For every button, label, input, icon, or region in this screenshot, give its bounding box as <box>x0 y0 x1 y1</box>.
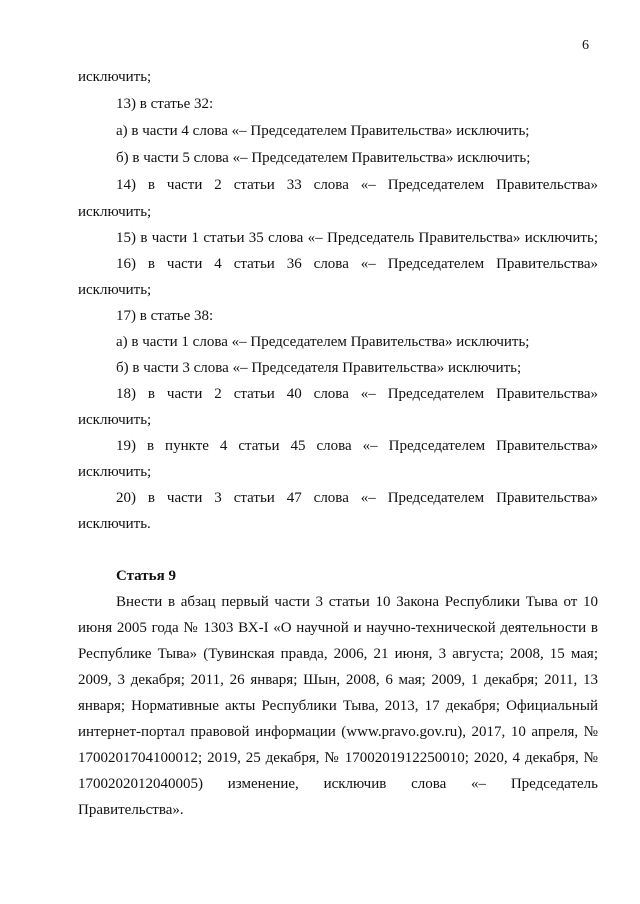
list-item: 18) в части 2 статьи 40 слова «– Председателем Правительства» <box>116 386 598 402</box>
paragraph-line: 2009, 3 декабря; 2011, 26 января; Шын, 2008, 6 мая; 2009, 1 декабря; 2011, 13 <box>78 672 598 688</box>
list-item: 19) в пункте 4 статьи 45 слова «– Председателем Правительства» <box>116 438 598 454</box>
article-heading: Статья 9 <box>116 568 176 584</box>
paragraph-line: января; Нормативные акты Республики Тыва, 2013, 17 декабря; Официальный <box>78 698 598 714</box>
paragraph-line: Внести в абзац первый части 3 статьи 10 Закона Республики Тыва от 10 <box>116 594 598 610</box>
text-line: исключить; <box>78 282 152 298</box>
text-line: исключить; <box>78 204 152 220</box>
list-item: 16) в части 4 статьи 36 слова «– Председателем Правительства» <box>116 256 598 272</box>
paragraph-line: Республике Тыва» (Тувинская правда, 2006, 21 июня, 3 августа; 2008, 15 мая; <box>78 646 598 662</box>
text-line: исключить; <box>78 69 152 85</box>
list-item: а) в части 1 слова «– Председателем Правительства» исключить; <box>116 334 530 350</box>
paragraph-line: 1700202012040005) изменение, исключив слова «– Председатель <box>78 776 598 792</box>
list-item: 20) в части 3 статьи 47 слова «– Председателем Правительства» <box>116 490 598 506</box>
paragraph-line: июня 2005 года № 1303 ВХ-I «О научной и научно-технической деятельности в <box>78 620 598 636</box>
list-item: а) в части 4 слова «– Председателем Правительства» исключить; <box>116 123 530 139</box>
paragraph-line: 1700201704100012; 2019, 25 декабря, № 1700201912250010; 2020, 4 декабря, № <box>78 750 598 766</box>
text-line: исключить; <box>78 412 152 428</box>
list-item: б) в части 5 слова «– Председателем Правительства» исключить; <box>116 150 531 166</box>
text-line: исключить. <box>78 516 151 532</box>
paragraph-line: Правительства». <box>78 802 184 818</box>
list-item: 14) в части 2 статьи 33 слова «– Председателем Правительства» <box>116 177 598 193</box>
text-line: исключить; <box>78 464 152 480</box>
paragraph-line: интернет-портал правовой информации (www.pravo.gov.ru), 2017, 10 апреля, № <box>78 724 598 740</box>
list-item: 17) в статье 38: <box>116 308 214 324</box>
list-item: 13) в статье 32: <box>116 96 214 112</box>
list-item: б) в части 3 слова «– Председателя Правительства» исключить; <box>116 360 522 376</box>
list-item: 15) в части 1 статьи 35 слова «– Председатель Правительства» исключить; <box>116 230 598 246</box>
page-number: 6 <box>582 38 589 53</box>
